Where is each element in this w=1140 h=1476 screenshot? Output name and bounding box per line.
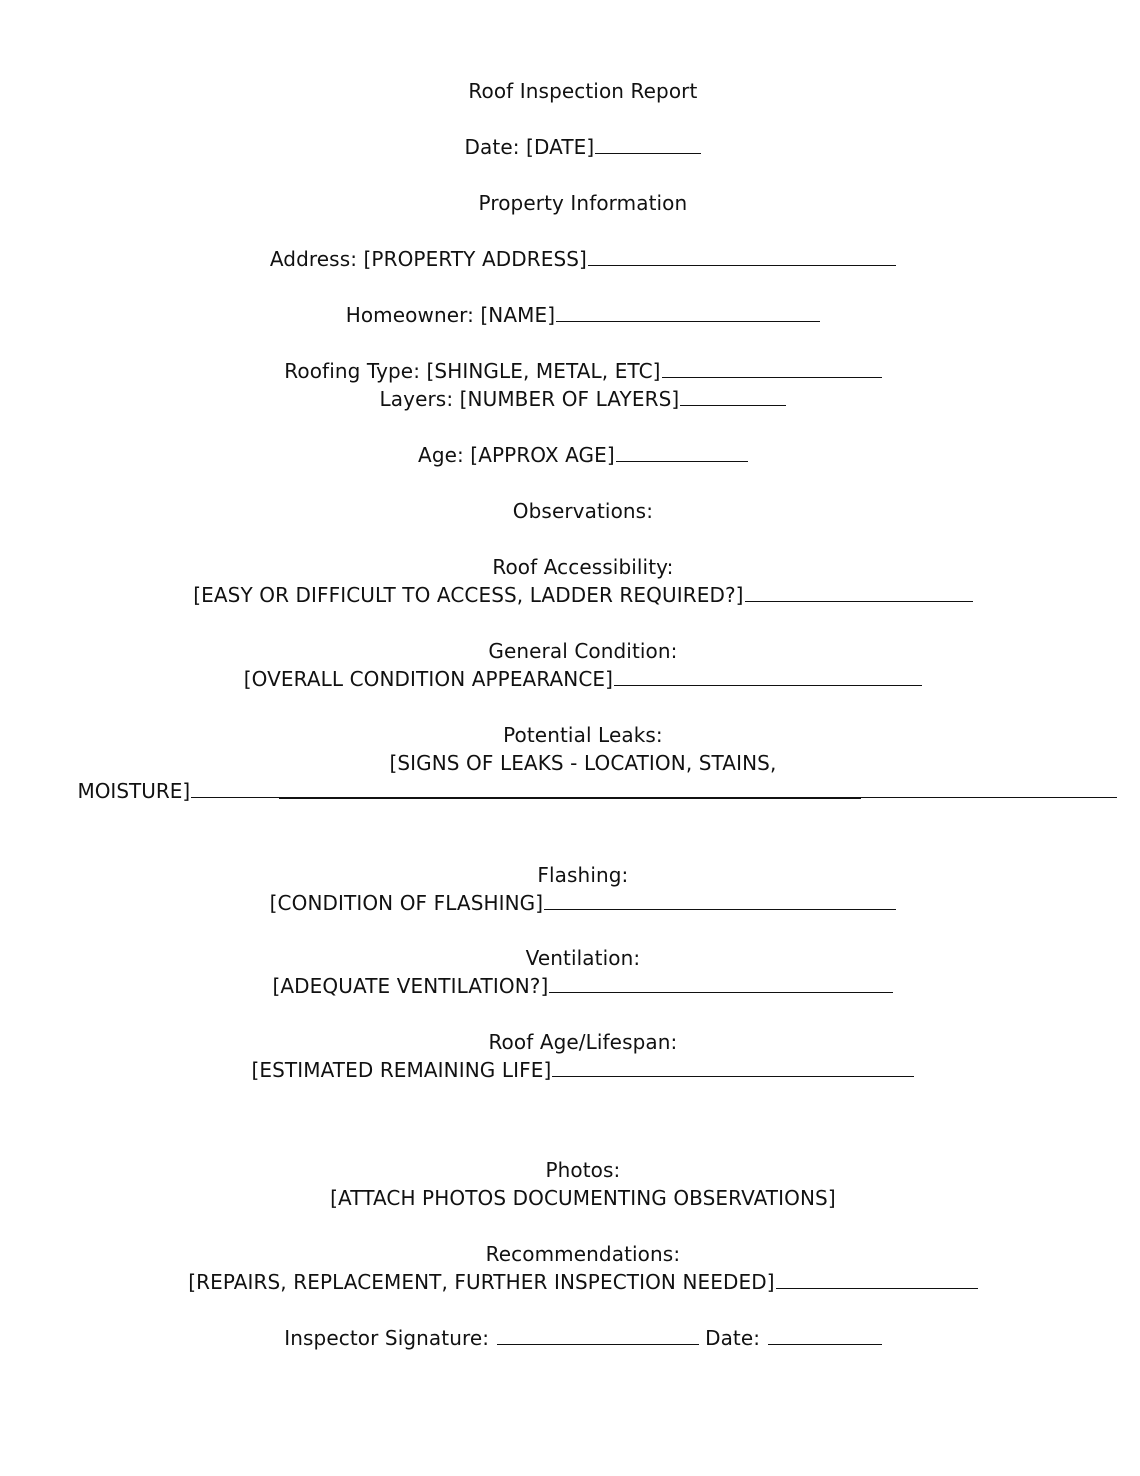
potential-leaks-heading-text: Potential Leaks:: [503, 723, 663, 747]
accessibility-heading-text: Roof Accessibility:: [492, 555, 674, 579]
homeowner-label: Homeowner: [NAME]: [345, 303, 556, 327]
ventilation-prompt: [ADEQUATE VENTILATION?]: [272, 974, 549, 998]
photos-heading-text: Photos:: [545, 1158, 621, 1182]
accessibility-blank[interactable]: [745, 583, 973, 602]
potential-leaks-prompt-1: [SIGNS OF LEAKS - LOCATION, STAINS,: [389, 751, 777, 775]
general-condition-prompt: [OVERALL CONDITION APPEARANCE]: [243, 667, 614, 691]
flashing-prompt: [CONDITION OF FLASHING]: [269, 891, 544, 915]
age-blank[interactable]: [616, 443, 748, 462]
accessibility-prompt: [EASY OR DIFFICULT TO ACCESS, LADDER REQUIRED?]: [193, 583, 744, 607]
roof-age-prompt: [ESTIMATED REMAINING LIFE]: [251, 1058, 552, 1082]
homeowner-blank[interactable]: [556, 303, 820, 322]
general-condition-blank[interactable]: [614, 667, 922, 686]
flashing-blank[interactable]: [544, 891, 896, 910]
date-blank[interactable]: [595, 135, 701, 154]
roofing-type-label: Roofing Type: [SHINGLE, METAL, ETC]: [284, 359, 661, 383]
potential-leaks-prompt-2: MOISTURE]: [77, 779, 191, 803]
roof-age-heading-text: Roof Age/Lifespan:: [488, 1030, 678, 1054]
address-blank[interactable]: [588, 247, 896, 266]
signature-label: Inspector Signature:: [284, 1326, 490, 1350]
signature-blank[interactable]: [497, 1326, 699, 1345]
roof-age-row: [0, 1028, 1140, 1112]
recommendations-heading-text: Recommendations:: [485, 1242, 681, 1266]
potential-leaks-blank-2[interactable]: [279, 780, 861, 799]
general-condition-heading-text: General Condition:: [488, 639, 678, 663]
layers-blank[interactable]: [680, 387, 786, 406]
recommendations-blank[interactable]: [776, 1270, 978, 1289]
layers-label: Layers: [NUMBER OF LAYERS]: [379, 387, 680, 411]
date-label: Date: [DATE]: [464, 135, 595, 159]
recommendations-prompt: [REPAIRS, REPLACEMENT, FURTHER INSPECTION NEEDED]: [188, 1270, 775, 1294]
roof-age-blank[interactable]: [552, 1058, 914, 1077]
ventilation-heading-text: Ventilation:: [525, 946, 641, 970]
photos-prompt: [ATTACH PHOTOS DOCUMENTING OBSERVATIONS]: [330, 1186, 836, 1210]
signature-date-blank[interactable]: [768, 1326, 882, 1345]
observations-heading-text: Observations:: [512, 499, 654, 523]
signature-row: [0, 1296, 1140, 1380]
form-title-text: Roof Inspection Report: [468, 79, 698, 103]
age-label: Age: [APPROX AGE]: [418, 443, 615, 467]
address-label: Address: [PROPERTY ADDRESS]: [269, 247, 587, 271]
signature-date-label: Date:: [705, 1326, 761, 1350]
ventilation-blank[interactable]: [549, 974, 893, 993]
flashing-heading-text: Flashing:: [537, 863, 629, 887]
property-heading-text: Property Information: [478, 191, 688, 215]
